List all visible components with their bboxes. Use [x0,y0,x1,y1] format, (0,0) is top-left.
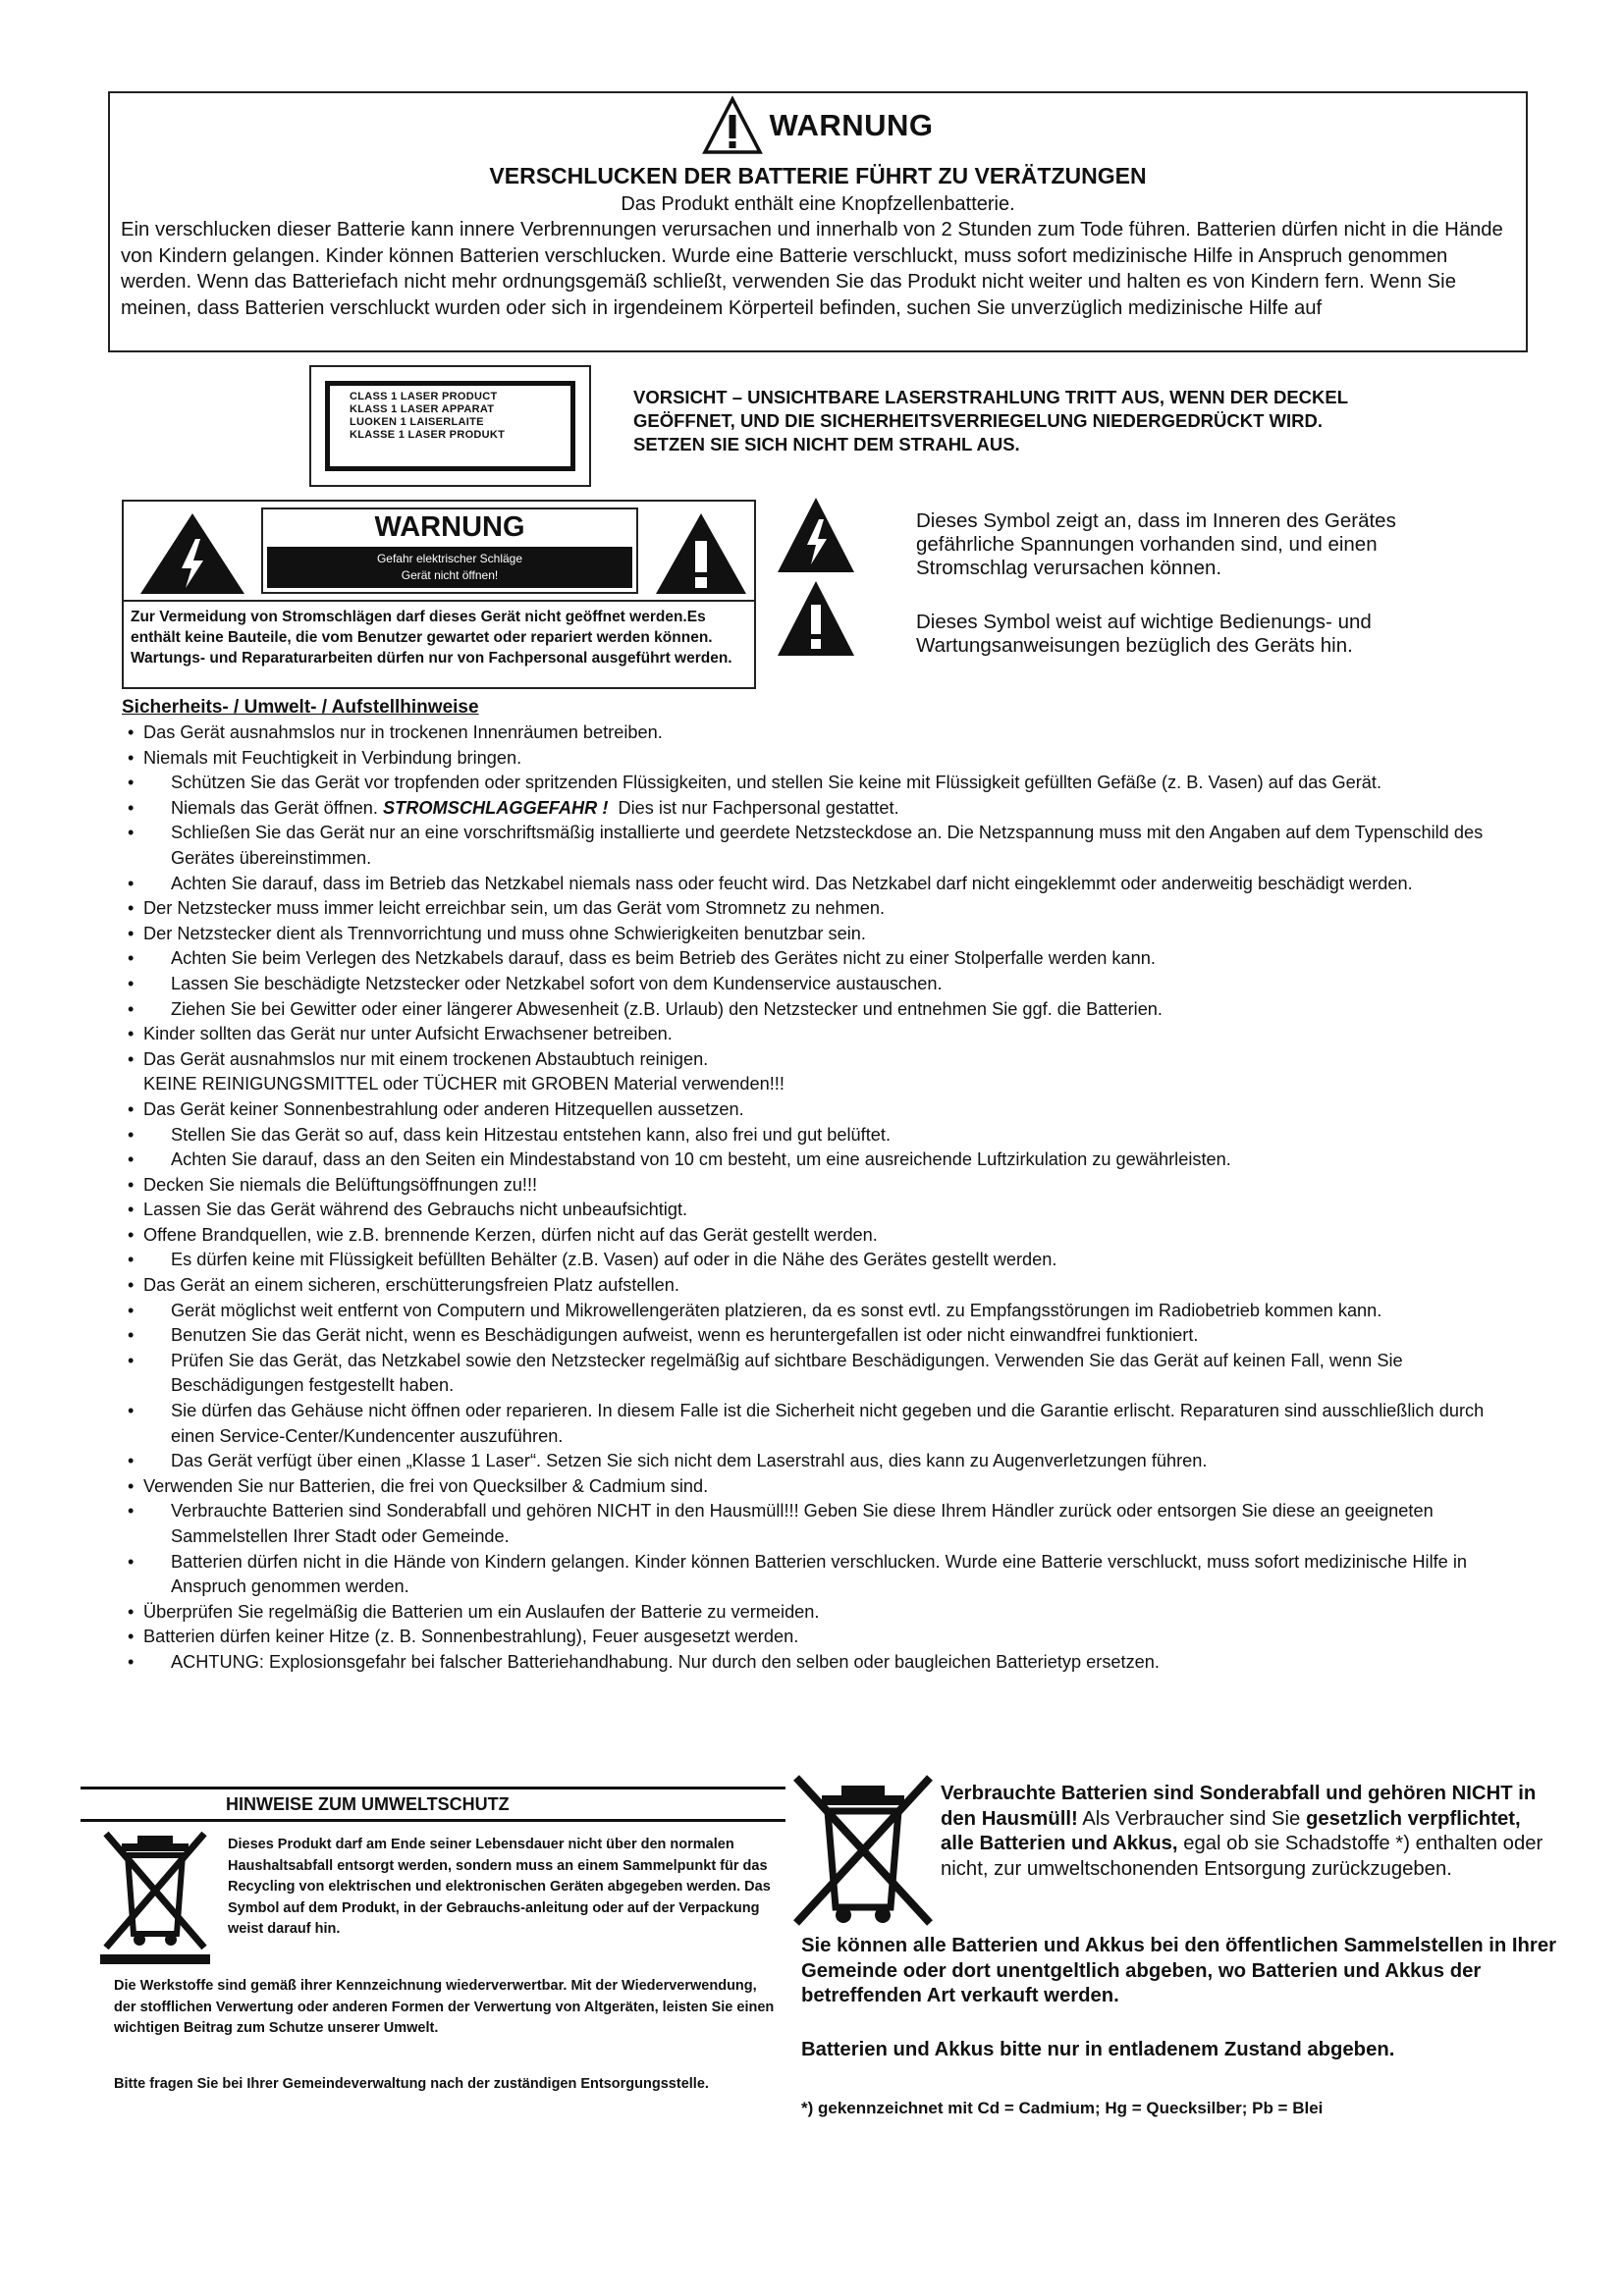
battery-warning-box [108,91,1528,352]
environment-header [81,1787,785,1822]
list-item: • Verwenden Sie nur Batterien, die frei von Quecksilber & Cadmium sind. [122,1474,1522,1500]
list-item: • Sie dürfen das Gehäuse nicht öffnen oder reparieren. In diesem Falle ist die Sicherheit nicht gegeben und die Garantie erlischt. Reparaturen sind ausschließlich durch einen Service-Center/Kundencenter auszuführen. [122,1399,1522,1449]
laser-class-label [309,365,591,487]
list-item: • Verbrauchte Batterien sind Sonderabfall und gehören NICHT in den Hausmüll!!! Geben Sie diese Ihrem Händler zurück oder entsorgen Sie diese an geeigneten Sammelstellen Ihrer Stadt oder Gemeinde. [122,1499,1522,1549]
list-item-text: Dies ist nur Fachpersonal gestattet. [618,797,899,818]
list-item: • Schließen Sie das Gerät nur an eine vorschriftsmäßig installierte und geerdete Netzsteckdose an. Die Netzspannung muss mit den Angaben auf dem Typenschild des Gerätes übereinstimmen. [122,821,1522,871]
shock-band-line: Gerät nicht öffnen! [401,568,499,582]
battery-disposal-paragraph [941,1782,1549,1882]
battery-footnote: *) gekennzeichnet mit Cd = Cadmium; Hg = Quecksilber; Pb = Blei [801,2099,1324,2117]
list-item: • ACHTUNG: Explosionsgefahr bei falscher Batteriehandhabung. Nur durch den selben oder baugleichen Batterietyp ersetzen. [122,1650,1522,1676]
laser-label-line: CLASS 1 LASER PRODUCT [350,391,498,402]
laser-caution-text: VORSICHT – UNSICHTBARE LASERSTRAHLUNG TRITT AUS, WENN DER DECKEL GEÖFFNET, UND DIE SICHERHEITSVERRIEGELUNG NIEDERGEDRÜCKT WIRD. SETZEN SIE SICH NICHT DEM STRAHL AUS. [633,387,1348,454]
list-item: • Stellen Sie das Gerät so auf, dass kein Hitzestau entstehen kann, also frei und gut belüftet. [122,1123,1522,1148]
lightning-triangle-icon [776,496,856,574]
list-item: • Der Netzstecker muss immer leicht erreichbar sein, um das Gerät vom Stromnetz zu nehmen. [122,896,1522,922]
warning-title: WARNUNG [769,108,934,142]
battery-emphasis: Verbrauchte Batterien sind Sonderabfall und gehören NICHT in den Hausmüll! [941,1783,1537,1830]
battery-text: egal ob sie Schadstoffe *) enthalten oder nicht, zur umweltschonenden Entsorgung zurückzugeben. [941,1833,1543,1880]
battery-emphasis: gesetzlich verpflichtet, alle Batterien und Akkus, [941,1807,1521,1854]
warning-subtitle: VERSCHLUCKEN DER BATTERIE FÜHRT ZU VERÄTZUNGEN [489,163,1147,188]
shock-band-line: Gefahr elektrischer Schläge [376,552,523,565]
divider [124,600,754,602]
environment-paragraph: Bitte fragen Sie bei Ihrer Gemeindeverwaltung nach der zuständigen Entsorgungsstelle. [114,2076,709,2092]
list-item: • Schützen Sie das Gerät vor tropfenden oder spritzenden Flüssigkeiten, und stellen Sie keine mit Flüssigkeit gefüllten Gefäße (z. B. Vasen) auf das Gerät. [122,771,1522,796]
shock-warning-band [267,547,632,588]
safety-heading: Sicherheits- / Umwelt- / Aufstellhinweise [122,697,479,718]
crossed-out-bin-icon [790,1772,936,1929]
list-item: • Batterien dürfen keiner Hitze (z. B. Sonnenbestrahlung), Feuer ausgesetzt werden. [122,1625,1522,1650]
list-item: • Das Gerät verfügt über einen „Klasse 1 Laser“. Setzen Sie sich nicht dem Laserstrahl aus, dies kann zu Augenverletzungen führen. [122,1449,1522,1474]
safety-list [122,721,1522,1676]
list-item-continuation: KEINE REINIGUNGSMITTEL oder TÜCHER mit GROBEN Material verwenden!!! [143,1074,785,1095]
lightning-symbol-explanation: Dieses Symbol zeigt an, dass im Inneren des Gerätes gefährliche Spannungen vorhanden sind, und einen Stromschlag verursachen können. [916,509,1396,579]
list-item [122,796,1522,822]
list-item: • Achten Sie darauf, dass an den Seiten ein Mindestabstand von 10 cm besteht, um eine ausreichende Luftzirkulation zu gewährleisten. [122,1148,1522,1173]
list-item: • Das Gerät ausnahmslos nur mit einem trockenen Abstaubtuch reinigen. [122,1047,1522,1073]
battery-text: Als Verbraucher sind Sie [1077,1807,1306,1830]
warning-body: Ein verschlucken dieser Batterie kann innere Verbrennungen verursachen und innerhalb von 2 Stunden zum Tode führen. Batterien dürfen nicht in die Hände von Kindern gelangen. Kinder können Batterien verschlucken. Wurde eine Batterie verschluckt, muss sofort medizinische Hilfe in Anspruch genommen werden. Wenn das Batteriefach nicht mehr ordnungsgemäß schließt, verwenden Sie das Produkt nicht weiter und halten es von Kindern fern. Wenn Sie meinen, dass Batterien verschluckt wurden oder sich in irgendeinem Körperteil befinden, suchen Sie unverzüglich medizinische Hilfe auf [121,219,1503,319]
laser-label-line: KLASSE 1 LASER PRODUKT [350,429,506,441]
list-item: • Das Gerät an einem sicheren, erschütterungsfreien Platz aufstellen. [122,1273,1522,1299]
list-item: • Ziehen Sie bei Gewitter oder einer längerer Abwesenheit (z.B. Urlaub) den Netzstecker und entnehmen Sie ggf. die Batterien. [122,997,1522,1023]
laser-label-line: LUOKEN 1 LAISERLAITE [350,416,484,428]
environment-paragraph: Dieses Produkt darf am Ende seiner Lebensdauer nicht über den normalen Haushaltsabfall entsorgt werden, sondern muss an einem Sammelpunkt für das Recycling von elektrischen und elektronischen Geräten abgegeben werden. Das Symbol auf dem Produkt, in der Gebrauchs-anleitung oder auf der Verpackung weist darauf hin. [228,1837,771,1938]
list-item: • Achten Sie beim Verlegen des Netzkabels darauf, dass es beim Betrieb des Gerätes nicht zu einer Stolperfalle werden kann. [122,946,1522,972]
list-item: • Decken Sie niemals die Belüftungsöffnungen zu!!! [122,1173,1522,1199]
shock-warning-text: Zur Vermeidung von Stromschlägen darf dieses Gerät nicht geöffnet werden.Es enthält keine Bauteile, die vom Benutzer gewartet oder repariert werden können. Wartungs- und Reparaturarbeiten dürfen nur von Fachpersonal ausgeführt werden. [131,609,732,667]
bin-underline-bar [100,1954,210,1964]
shock-warning-box [122,500,756,689]
battery-collection-paragraph: Sie können alle Batterien und Akkus bei den öffentlichen Sammelstellen in Ihrer Gemeinde oder dort unentgeltlich abgeben, wo Batterien und Akkus der betreffenden Art verkauft werden. [801,1935,1556,2006]
list-item: • Lassen Sie beschädigte Netzstecker oder Netzkabel sofort von dem Kundenservice austauschen. [122,972,1522,997]
battery-discharge-note: Batterien und Akkus bitte nur in entladenem Zustand abgeben. [801,2039,1395,2060]
list-item: • Niemals mit Feuchtigkeit in Verbindung bringen. [122,746,1522,772]
list-item: • Lassen Sie das Gerät während des Gebrauchs nicht unbeaufsichtigt. [122,1198,1522,1223]
laser-label-line: KLASS 1 LASER APPARAT [350,403,495,415]
list-item: • Prüfen Sie das Gerät, das Netzkabel sowie den Netzstecker regelmäßig auf sichtbare Beschädigungen. Verwenden Sie das Gerät auf keinen Fall, wenn Sie Beschädigungen festgestellt haben. [122,1349,1522,1399]
exclamation-triangle-icon [776,579,856,658]
exclamation-symbol-explanation: Dieses Symbol weist auf wichtige Bedienungs- und Wartungsanweisungen bezüglich des Geräts hin. [916,611,1372,657]
list-item: • Achten Sie darauf, dass im Betrieb das Netzkabel niemals nass oder feucht wird. Das Netzkabel darf nicht eingeklemmt oder anderweitig beschädigt werden. [122,872,1522,897]
environment-title: HINWEISE ZUM UMWELTSCHUTZ [226,1794,510,1814]
list-item: • Gerät möglichst weit entfernt von Computern und Mikrowellengeräten platzieren, da es sonst evtl. zu Empfangsstörungen im Radiobetrieb kommen kann. [122,1299,1522,1324]
list-item: • Das Gerät ausnahmslos nur in trockenen Innenräumen betreiben. [122,721,1522,746]
shock-warning-title: WARNUNG [374,511,525,543]
exclamation-triangle-icon [654,511,748,596]
warning-triangle-icon [702,95,763,156]
list-item: • Das Gerät keiner Sonnenbestrahlung oder anderen Hitzequellen aussetzen. [122,1097,1522,1123]
crossed-out-bin-icon [100,1828,210,1951]
list-item: • Der Netzstecker dient als Trennvorrichtung und muss ohne Schwierigkeiten benutzbar sein. [122,922,1522,947]
list-item: • Es dürfen keine mit Flüssigkeit befüllten Behälter (z.B. Vasen) auf oder in die Nähe des Gerätes gestellt werden. [122,1248,1522,1273]
laser-label-frame [325,381,575,471]
warning-intro: Das Produkt enthält eine Knopfzellenbatterie. [621,193,1015,215]
list-item-text: Niemals das Gerät öffnen. [171,797,378,818]
list-item: • Batterien dürfen nicht in die Hände von Kindern gelangen. Kinder können Batterien verschlucken. Wurde eine Batterie verschluckt, muss sofort medizinische Hilfe in Anspruch genommen werden. [122,1550,1522,1600]
environment-paragraph: Die Werkstoffe sind gemäß ihrer Kennzeichnung wiederverwertbar. Mit der Wiederverwendung, der stofflichen Verwertung oder anderen Formen der Verwertung von Altgeräten, leisten Sie einen wichtigen Beitrag zum Schutze unserer Umwelt. [114,1978,775,2037]
lightning-triangle-icon [138,511,246,596]
shock-hazard-emphasis: STROMSCHLAGGEFAHR ! [383,797,609,818]
environment-note [81,1787,785,2110]
list-item: • Kinder sollten das Gerät nur unter Aufsicht Erwachsener betreiben. [122,1022,1522,1047]
list-item: • Benutzen Sie das Gerät nicht, wenn es Beschädigungen aufweist, wenn es heruntergefallen ist oder nicht einwandfrei funktioniert. [122,1323,1522,1349]
list-item: • Überprüfen Sie regelmäßig die Batterien um ein Auslaufen der Batterie zu vermeiden. [122,1600,1522,1626]
list-item: • Offene Brandquellen, wie z.B. brennende Kerzen, dürfen nicht auf das Gerät gestellt werden. [122,1223,1522,1249]
warning-header [110,95,1526,156]
shock-warning-banner [261,507,638,594]
